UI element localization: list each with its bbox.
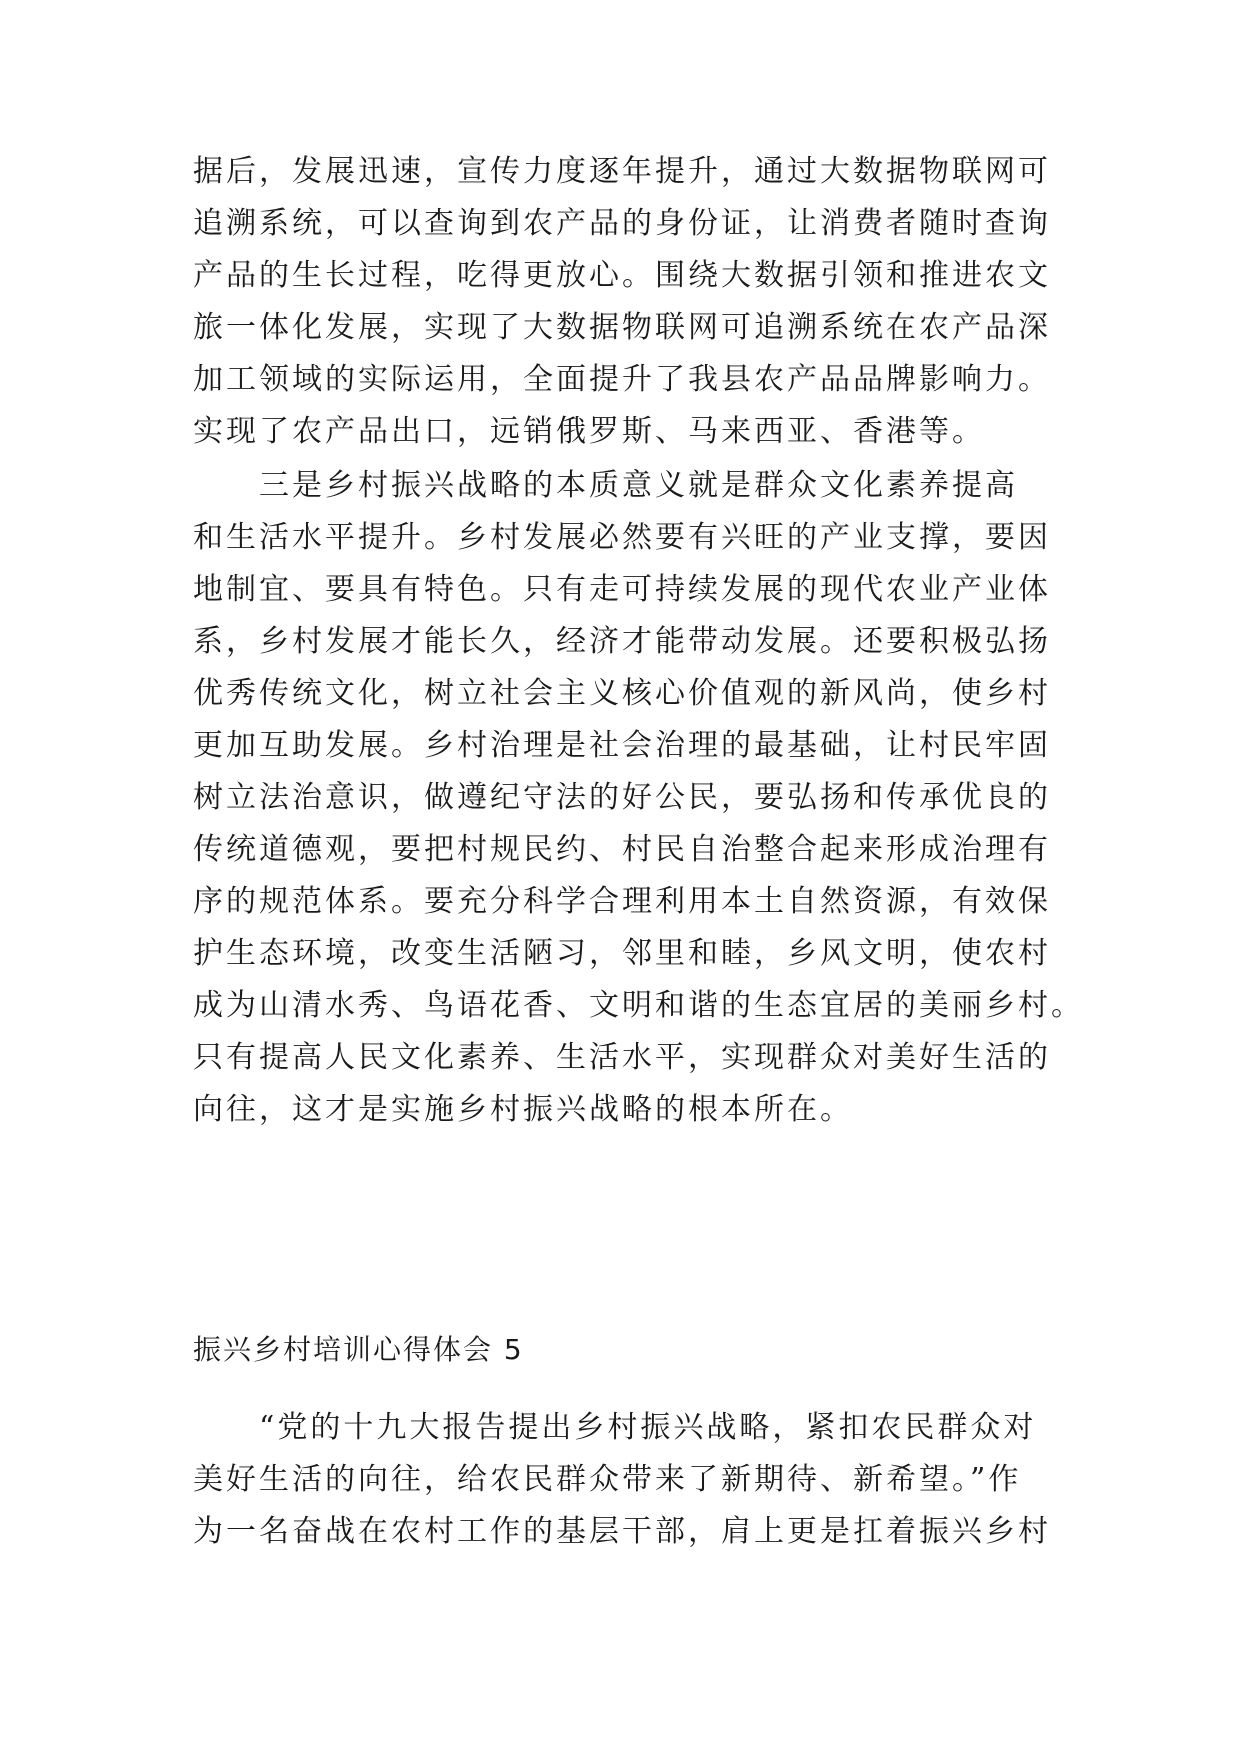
text-line: 实现了农产品出口，远销俄罗斯、马来西亚、香港等。 bbox=[193, 414, 985, 449]
text-line: 传统道德观，要把村规民约、村民自治整合起来形成治理有 bbox=[193, 832, 1051, 867]
text-line: 只有提高人民文化素养、生活水平，实现群众对美好生活的 bbox=[193, 1040, 1051, 1075]
text-line: 系，乡村发展才能长久，经济才能带动发展。还要积极弘扬 bbox=[193, 624, 1051, 659]
text-line: 加工领域的实际运用，全面提升了我县农产品品牌影响力。 bbox=[193, 362, 1051, 397]
text-line: 成为山清水秀、鸟语花香、文明和谐的生态宜居的美丽乡村。 bbox=[193, 988, 1084, 1023]
text-line: 树立法治意识，做遵纪守法的好公民，要弘扬和传承优良的 bbox=[193, 780, 1051, 815]
text-line: 三是乡村振兴战略的本质意义就是群众文化素养提高 bbox=[259, 468, 1018, 503]
text-line: 地制宜、要具有特色。只有走可持续发展的现代农业产业体 bbox=[193, 572, 1051, 607]
paragraph-continued bbox=[193, 146, 1073, 458]
text-line: 优秀传统文化，树立社会主义核心价值观的新风尚，使乡村 bbox=[193, 676, 1051, 711]
text-line: 为一名奋战在农村工作的基层干部，肩上更是扛着振兴乡村 bbox=[193, 1514, 1051, 1549]
text-line: 美好生活的向往，给农民群众带来了新期待、新希望。”作 bbox=[193, 1462, 1022, 1497]
text-line: 据后，发展迅速，宣传力度逐年提升，通过大数据物联网可 bbox=[193, 154, 1051, 189]
paragraph-section-5 bbox=[193, 1402, 1073, 1558]
text-line: 旅一体化发展，实现了大数据物联网可追溯系统在农产品深 bbox=[193, 310, 1051, 345]
text-line: 和生活水平提升。乡村发展必然要有兴旺的产业支撑，要因 bbox=[193, 520, 1051, 555]
text-line: 护生态环境，改变生活陋习，邻里和睦，乡风文明，使农村 bbox=[193, 936, 1051, 971]
text-line: 产品的生长过程，吃得更放心。围绕大数据引领和推进农文 bbox=[193, 258, 1051, 293]
text-line: 更加互助发展。乡村治理是社会治理的最基础，让村民牢固 bbox=[193, 728, 1051, 763]
text-line: “党的十九大报告提出乡村振兴战略，紧扣农民群众对 bbox=[259, 1410, 1037, 1445]
text-line: 向往，这才是实施乡村振兴战略的根本所在。 bbox=[193, 1092, 853, 1127]
paragraph-third-point bbox=[193, 460, 1084, 1136]
text-line: 追溯系统，可以查询到农产品的身份证，让消费者随时查询 bbox=[193, 206, 1051, 241]
text-line: 序的规范体系。要充分科学合理利用本土自然资源，有效保 bbox=[193, 884, 1051, 919]
section-heading: 振兴乡村培训心得体会 5 bbox=[193, 1333, 524, 1366]
